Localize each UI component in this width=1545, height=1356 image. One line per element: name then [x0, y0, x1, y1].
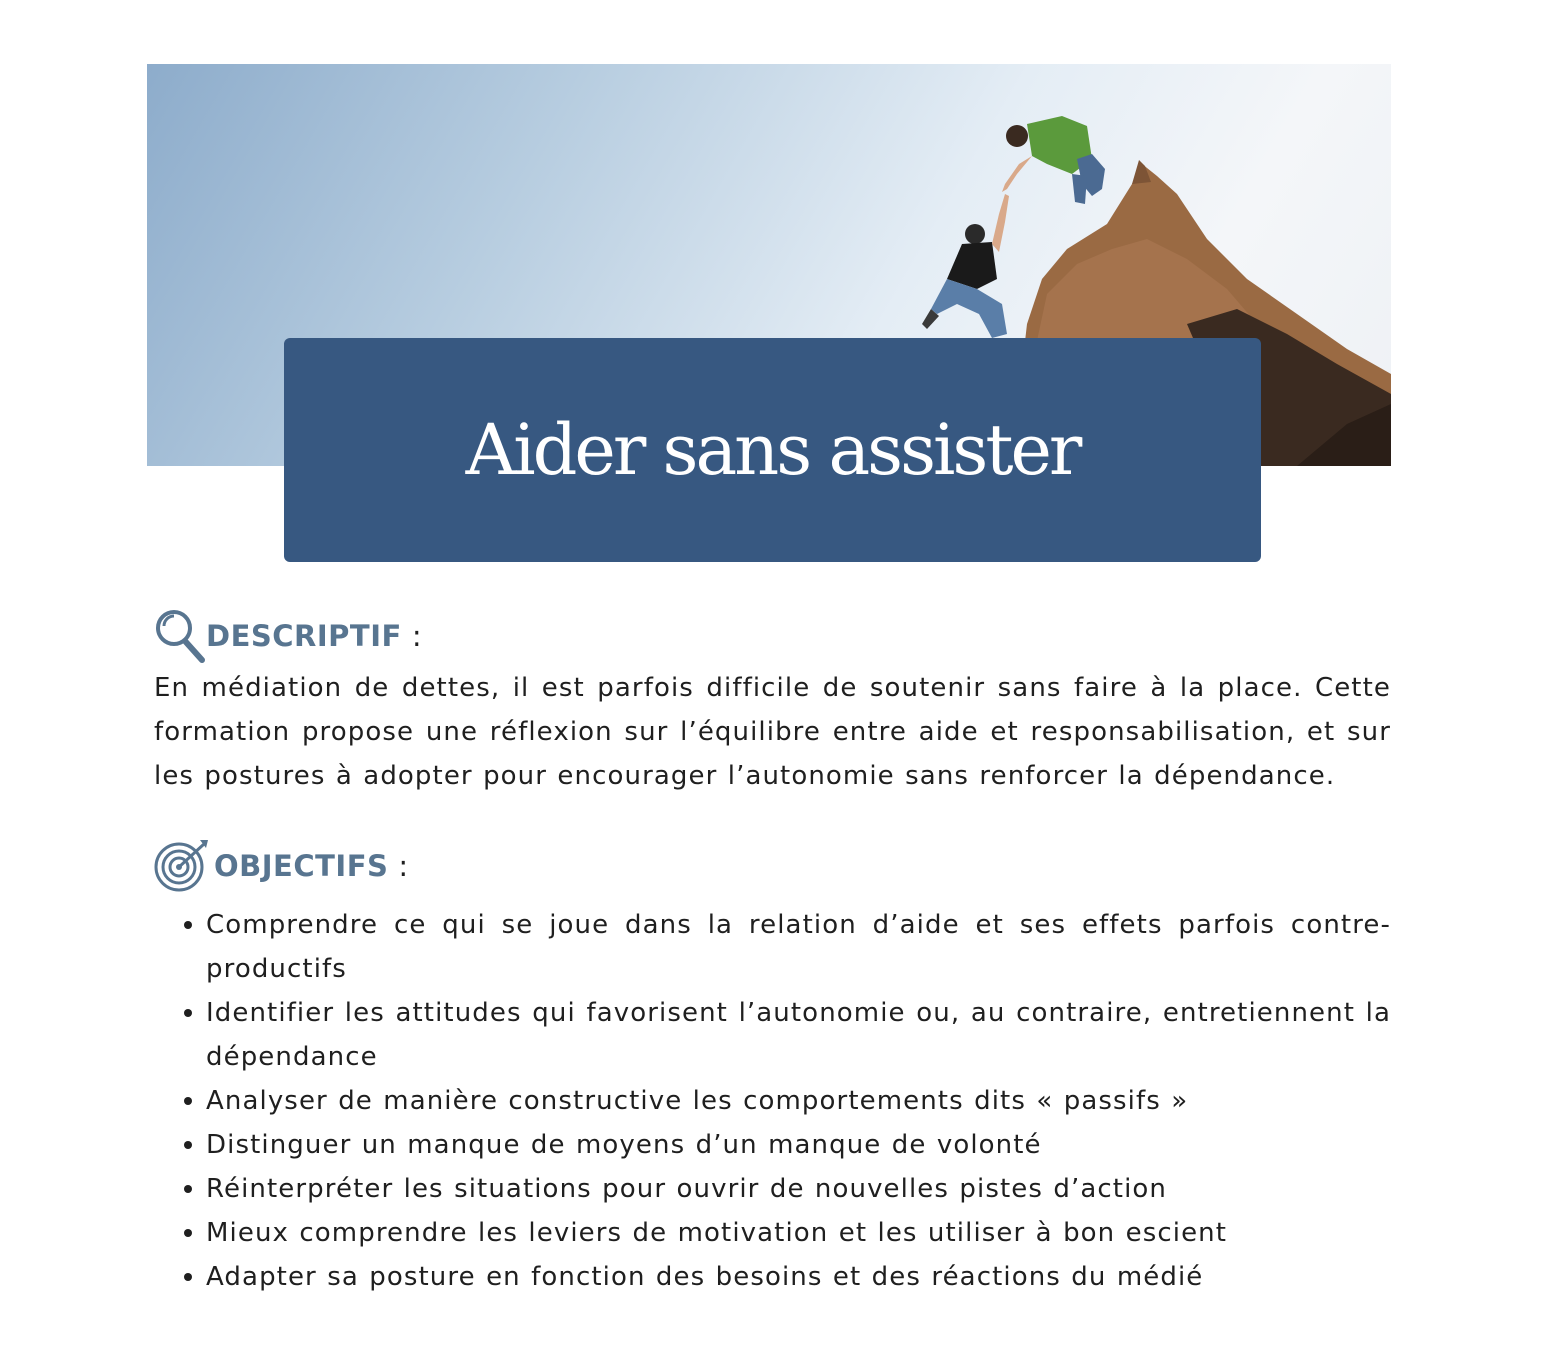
title-card [284, 338, 1261, 562]
bullet-icon [184, 921, 192, 929]
list-item-text: Identifier les attitudes qui favorisent l’autonomie ou, au contraire, entretiennent la dépendance [206, 998, 1391, 1072]
bullet-icon [184, 1097, 192, 1105]
list-item-text: Mieux comprendre les leviers de motivation et les utiliser à bon escient [206, 1218, 1228, 1248]
list-item [154, 1123, 1391, 1167]
page-title: Aider sans assister [465, 409, 1080, 491]
descriptif-label: DESCRIPTIF [206, 619, 402, 653]
target-icon [154, 838, 214, 894]
list-item [154, 903, 1391, 991]
bullet-icon [184, 1185, 192, 1193]
list-item [154, 1167, 1391, 1211]
list-item [154, 991, 1391, 1079]
magnifying-glass-icon [154, 608, 206, 664]
descriptif-heading [154, 608, 422, 664]
descriptif-text: En médiation de dettes, il est parfois difficile de soutenir sans faire à la place. Cette formation propose une réflexion sur l’équilibre entre aide et responsabilisation, et sur les postures à adopter pour encourager l’autonomie sans renforcer la dépendance. [154, 673, 1391, 791]
list-item-text: Comprendre ce qui se joue dans la relation d’aide et ses effets parfois contre-productifs [206, 910, 1391, 984]
list-item-text: Réinterpréter les situations pour ouvrir de nouvelles pistes d’action [206, 1174, 1167, 1204]
list-item [154, 1079, 1391, 1123]
bullet-icon [184, 1229, 192, 1237]
bullet-icon [184, 1273, 192, 1281]
list-item-text: Adapter sa posture en fonction des besoins et des réactions du médié [206, 1262, 1204, 1292]
list-item-text: Distinguer un manque de moyens d’un manque de volonté [206, 1130, 1042, 1160]
list-item-text: Analyser de manière constructive les comportements dits « passifs » [206, 1086, 1189, 1116]
descriptif-colon: : [411, 619, 422, 653]
list-item [154, 1211, 1391, 1255]
bullet-icon [184, 1141, 192, 1149]
list-item [154, 1255, 1391, 1299]
objectifs-colon: : [398, 849, 409, 883]
objectifs-heading [154, 838, 408, 894]
objectifs-list [154, 903, 1391, 1299]
bullet-icon [184, 1009, 192, 1017]
objectifs-label: OBJECTIFS [214, 849, 389, 883]
